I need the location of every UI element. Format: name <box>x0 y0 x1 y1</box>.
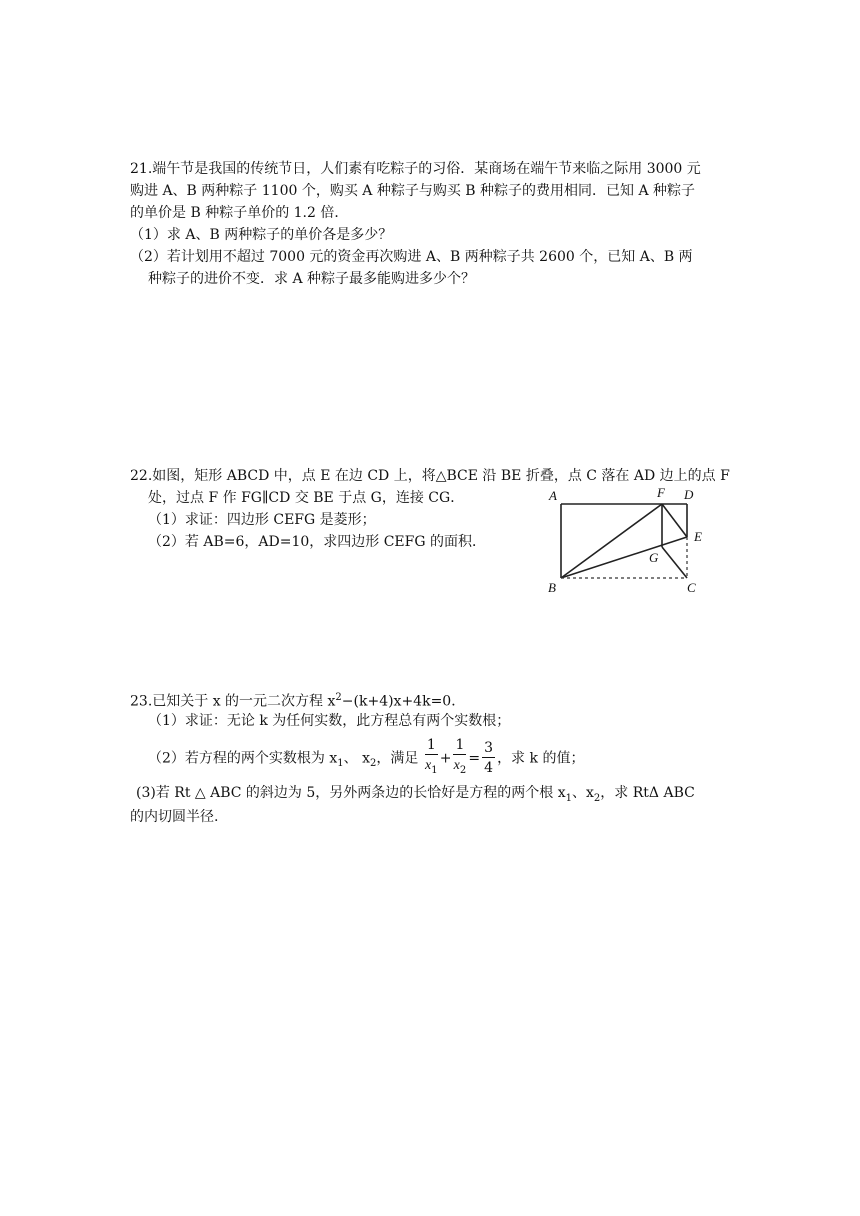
segment-FE <box>662 504 687 537</box>
q23-part-3 <box>136 782 695 810</box>
sub-2: 2 <box>593 792 601 804</box>
segment-BE <box>561 537 687 578</box>
plus-sign: + <box>439 750 452 767</box>
segment-BF <box>561 504 662 578</box>
frac-2-den <box>453 755 466 781</box>
label-G: G <box>649 550 659 565</box>
frac-2-num: 1 <box>455 737 465 753</box>
frac-1-den <box>425 755 438 781</box>
q21-line-3: 的单价是 B 种粽子单价的 1.2 倍． <box>130 205 349 221</box>
q22-part-1: （1）求证：四边形 CEFG 是菱形； <box>148 512 376 528</box>
q21-line-1: 21.端午节是我国的传统节日，人们素有吃粽子的习俗．某商场在端午节来临之际用 3000 元 <box>130 161 701 177</box>
frac-2-den-sub: 2 <box>459 764 467 776</box>
sub-2: 2 <box>370 758 377 770</box>
q23-equation-rest: −(k+4)x+4k=0． <box>341 693 466 710</box>
frac-3-den: 4 <box>484 759 494 776</box>
q23-part-2-text-c: ，满足 <box>376 750 419 767</box>
label-B: B <box>548 580 556 595</box>
label-A: A <box>549 488 557 503</box>
q22-line-1: 22.如图，矩形 ABCD 中，点 E 在边 CD 上，将△BCE 沿 BE 折叠，点 C 落在 AD 边上的点 F <box>130 468 730 484</box>
q23-part-2-text-b: 、 x <box>343 750 370 767</box>
rectangle-fold-figure <box>545 482 715 596</box>
exponent: 2 <box>335 692 342 703</box>
equals-sign: = <box>468 750 481 767</box>
q23-part-1: （1）求证：无论 k 为任何实数，此方程总有两个实数根； <box>148 713 511 729</box>
label-D: D <box>684 487 694 502</box>
q23-part-3-text-a: (3)若 Rt △ ABC 的斜边为 5，另外两条边的长恰好是方程的两个根 x <box>136 785 566 801</box>
fraction-3-over-4 <box>482 739 495 778</box>
fraction-1-over-x2 <box>453 736 466 781</box>
fraction-1-over-x1 <box>425 736 438 781</box>
frac-1-den-sub: 1 <box>431 764 438 776</box>
q23-part-2-text-a: （2）若方程的两个实数根为 x <box>148 750 338 767</box>
q21-part-1: （1）求 A、B 两种粽子的单价各是多少？ <box>130 227 393 243</box>
q23-line-1-text: 23.已知关于 x 的一元二次方程 x <box>130 693 336 710</box>
sub-1: 1 <box>337 758 344 770</box>
label-F: F <box>657 485 665 500</box>
q22-line-2: 处，过点 F 作 FG∥CD 交 BE 于点 G，连接 CG． <box>148 490 465 506</box>
label-E: E <box>694 529 702 544</box>
frac-1-num: 1 <box>426 737 436 753</box>
q21-part-2-line-2: 种粽子的进价不变．求 A 种粽子最多能购进多少个？ <box>148 271 476 287</box>
q23-part-3-text-c: ，求 RtΔ ABC <box>600 785 695 801</box>
q23-part-2 <box>148 736 584 784</box>
segment-GC <box>662 547 687 578</box>
q21-part-2-line-1: （2）若计划用不超过 7000 元的资金再次购进 A、B 两种粽子共 2600 个，已知 A、B 两 <box>130 249 693 265</box>
q23-part-3-text-b: 、x <box>572 785 594 801</box>
q23-line-1 <box>130 687 465 713</box>
q22-part-2: （2）若 AB=6，AD=10，求四边形 CEFG 的面积． <box>148 534 487 550</box>
frac-2-den-var: x <box>453 758 460 773</box>
label-C: C <box>687 580 696 595</box>
frac-1-den-var: x <box>424 758 432 773</box>
q23-part-2-text-d: ，求 k 的值； <box>497 750 585 767</box>
sub-1: 1 <box>565 792 573 804</box>
q23-part-3-line-2: 的内切圆半径. <box>130 809 219 825</box>
q21-line-2: 购进 A、B 两种粽子 1100 个，购买 A 种粽子与购买 B 种粽子的费用相同．已知 A 种粽子 <box>130 183 696 199</box>
frac-3-num: 3 <box>484 739 494 756</box>
